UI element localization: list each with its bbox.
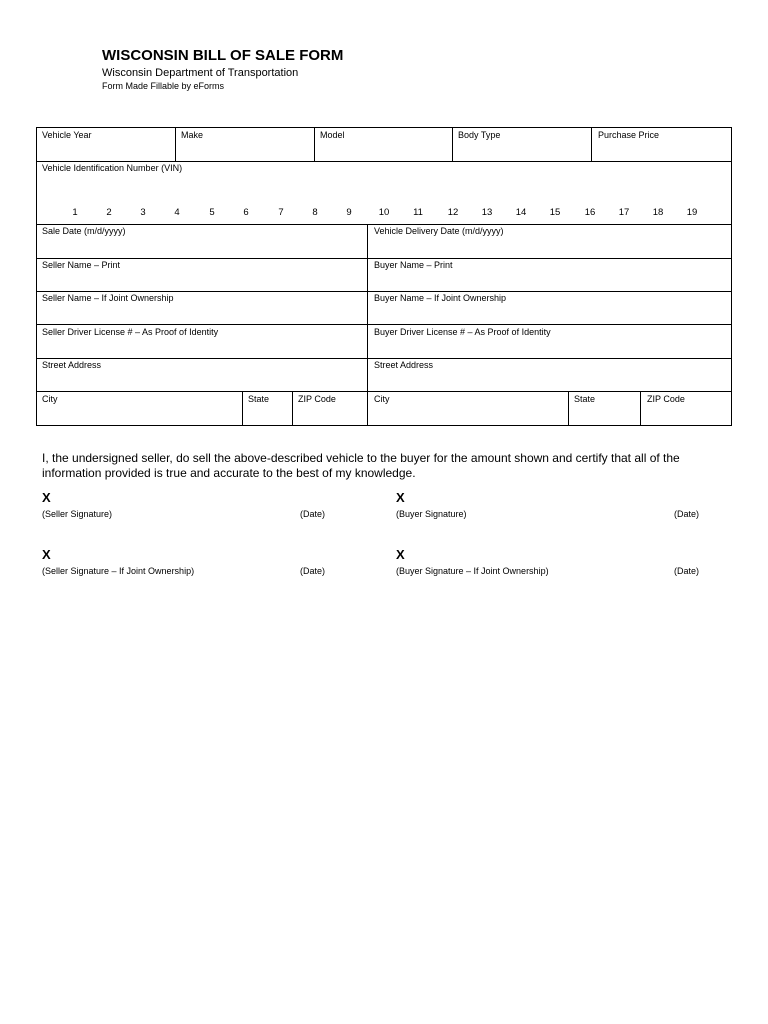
col-divider (367, 224, 368, 426)
seller-street-label: Street Address (42, 360, 102, 370)
body-type-label: Body Type (458, 130, 501, 140)
department-name: Wisconsin Department of Transportation (102, 67, 299, 79)
row-divider (37, 161, 731, 162)
row-divider (37, 324, 731, 325)
vin-position: 7 (278, 207, 284, 218)
seller-city-label: City (42, 394, 58, 404)
purchase-price-label: Purchase Price (598, 130, 660, 140)
col-divider (568, 391, 569, 426)
row-divider (37, 291, 731, 292)
seller-date-label: (Date) (300, 509, 326, 519)
vin-position: 13 (481, 207, 493, 218)
vin-position: 15 (549, 207, 561, 218)
buyer-name-label: Buyer Name – Print (374, 260, 453, 270)
vehicle-year-label: Vehicle Year (42, 130, 92, 140)
row-divider (37, 258, 731, 259)
vin-position: 10 (378, 207, 390, 218)
vin-position: 5 (209, 207, 215, 218)
buyer-date-label: (Date) (674, 509, 700, 519)
buyer-city-label: City (374, 394, 390, 404)
col-divider (292, 391, 293, 426)
buyer-street-label: Street Address (374, 360, 434, 370)
seller-joint-signature-label: (Seller Signature – If Joint Ownership) (42, 566, 195, 576)
buyer-state-label: State (574, 394, 596, 404)
delivery-date-label: Vehicle Delivery Date (m/d/yyyy) (374, 226, 504, 236)
form-title: WISCONSIN BILL OF SALE FORM (102, 47, 344, 64)
seller-zip-label: ZIP Code (298, 394, 336, 404)
buyer-signature-mark[interactable]: X (396, 490, 405, 505)
buyer-zip-label: ZIP Code (647, 394, 685, 404)
vin-position: 17 (618, 207, 630, 218)
vin-position: 1 (72, 207, 78, 218)
sale-date-label: Sale Date (m/d/yyyy) (42, 226, 126, 236)
seller-joint-label: Seller Name – If Joint Ownership (42, 293, 174, 303)
vin-position: 11 (413, 207, 423, 218)
col-divider (640, 391, 641, 426)
seller-signature-label: (Seller Signature) (42, 509, 113, 519)
row-divider (37, 224, 731, 225)
vin-position: 12 (447, 207, 459, 218)
seller-state-label: State (248, 394, 270, 404)
seller-signature-mark[interactable]: X (42, 490, 51, 505)
buyer-joint-label: Buyer Name – If Joint Ownership (374, 293, 507, 303)
col-divider (591, 128, 592, 161)
seller-name-label: Seller Name – Print (42, 260, 121, 270)
vin-position: 16 (584, 207, 596, 218)
model-label: Model (320, 130, 345, 140)
buyer-joint-signature-label: (Buyer Signature – If Joint Ownership) (396, 566, 549, 576)
vin-position: 4 (174, 207, 180, 218)
vin-label: Vehicle Identification Number (VIN) (42, 163, 183, 173)
vin-position: 8 (312, 207, 318, 218)
vin-position: 9 (346, 207, 352, 218)
seller-joint-signature-mark[interactable]: X (42, 547, 51, 562)
buyer-license-label: Buyer Driver License # – As Proof of Identity (374, 327, 551, 337)
vin-position: 19 (686, 207, 698, 218)
col-divider (242, 391, 243, 426)
col-divider (175, 128, 176, 161)
vin-position: 2 (106, 207, 112, 218)
certification-text: I, the undersigned seller, do sell the above-described vehicle to the buyer for the amount shown and certify that all of the information provided is true and accurate to the best of my knowledge. (42, 451, 680, 480)
vin-position: 18 (652, 207, 664, 218)
col-divider (314, 128, 315, 161)
bill-of-sale-form (36, 127, 732, 426)
buyer-signature-label: (Buyer Signature) (396, 509, 467, 519)
vin-position: 6 (243, 207, 249, 218)
row-divider (37, 358, 731, 359)
buyer-joint-signature-mark[interactable]: X (396, 547, 405, 562)
fillable-note: Form Made Fillable by eForms (102, 81, 225, 91)
vin-position: 14 (515, 207, 527, 218)
col-divider (452, 128, 453, 161)
buyer-joint-date-label: (Date) (674, 566, 700, 576)
seller-license-label: Seller Driver License # – As Proof of Identity (42, 327, 219, 337)
seller-joint-date-label: (Date) (300, 566, 326, 576)
vin-position: 3 (140, 207, 146, 218)
make-label: Make (181, 130, 204, 140)
row-divider (37, 391, 731, 392)
